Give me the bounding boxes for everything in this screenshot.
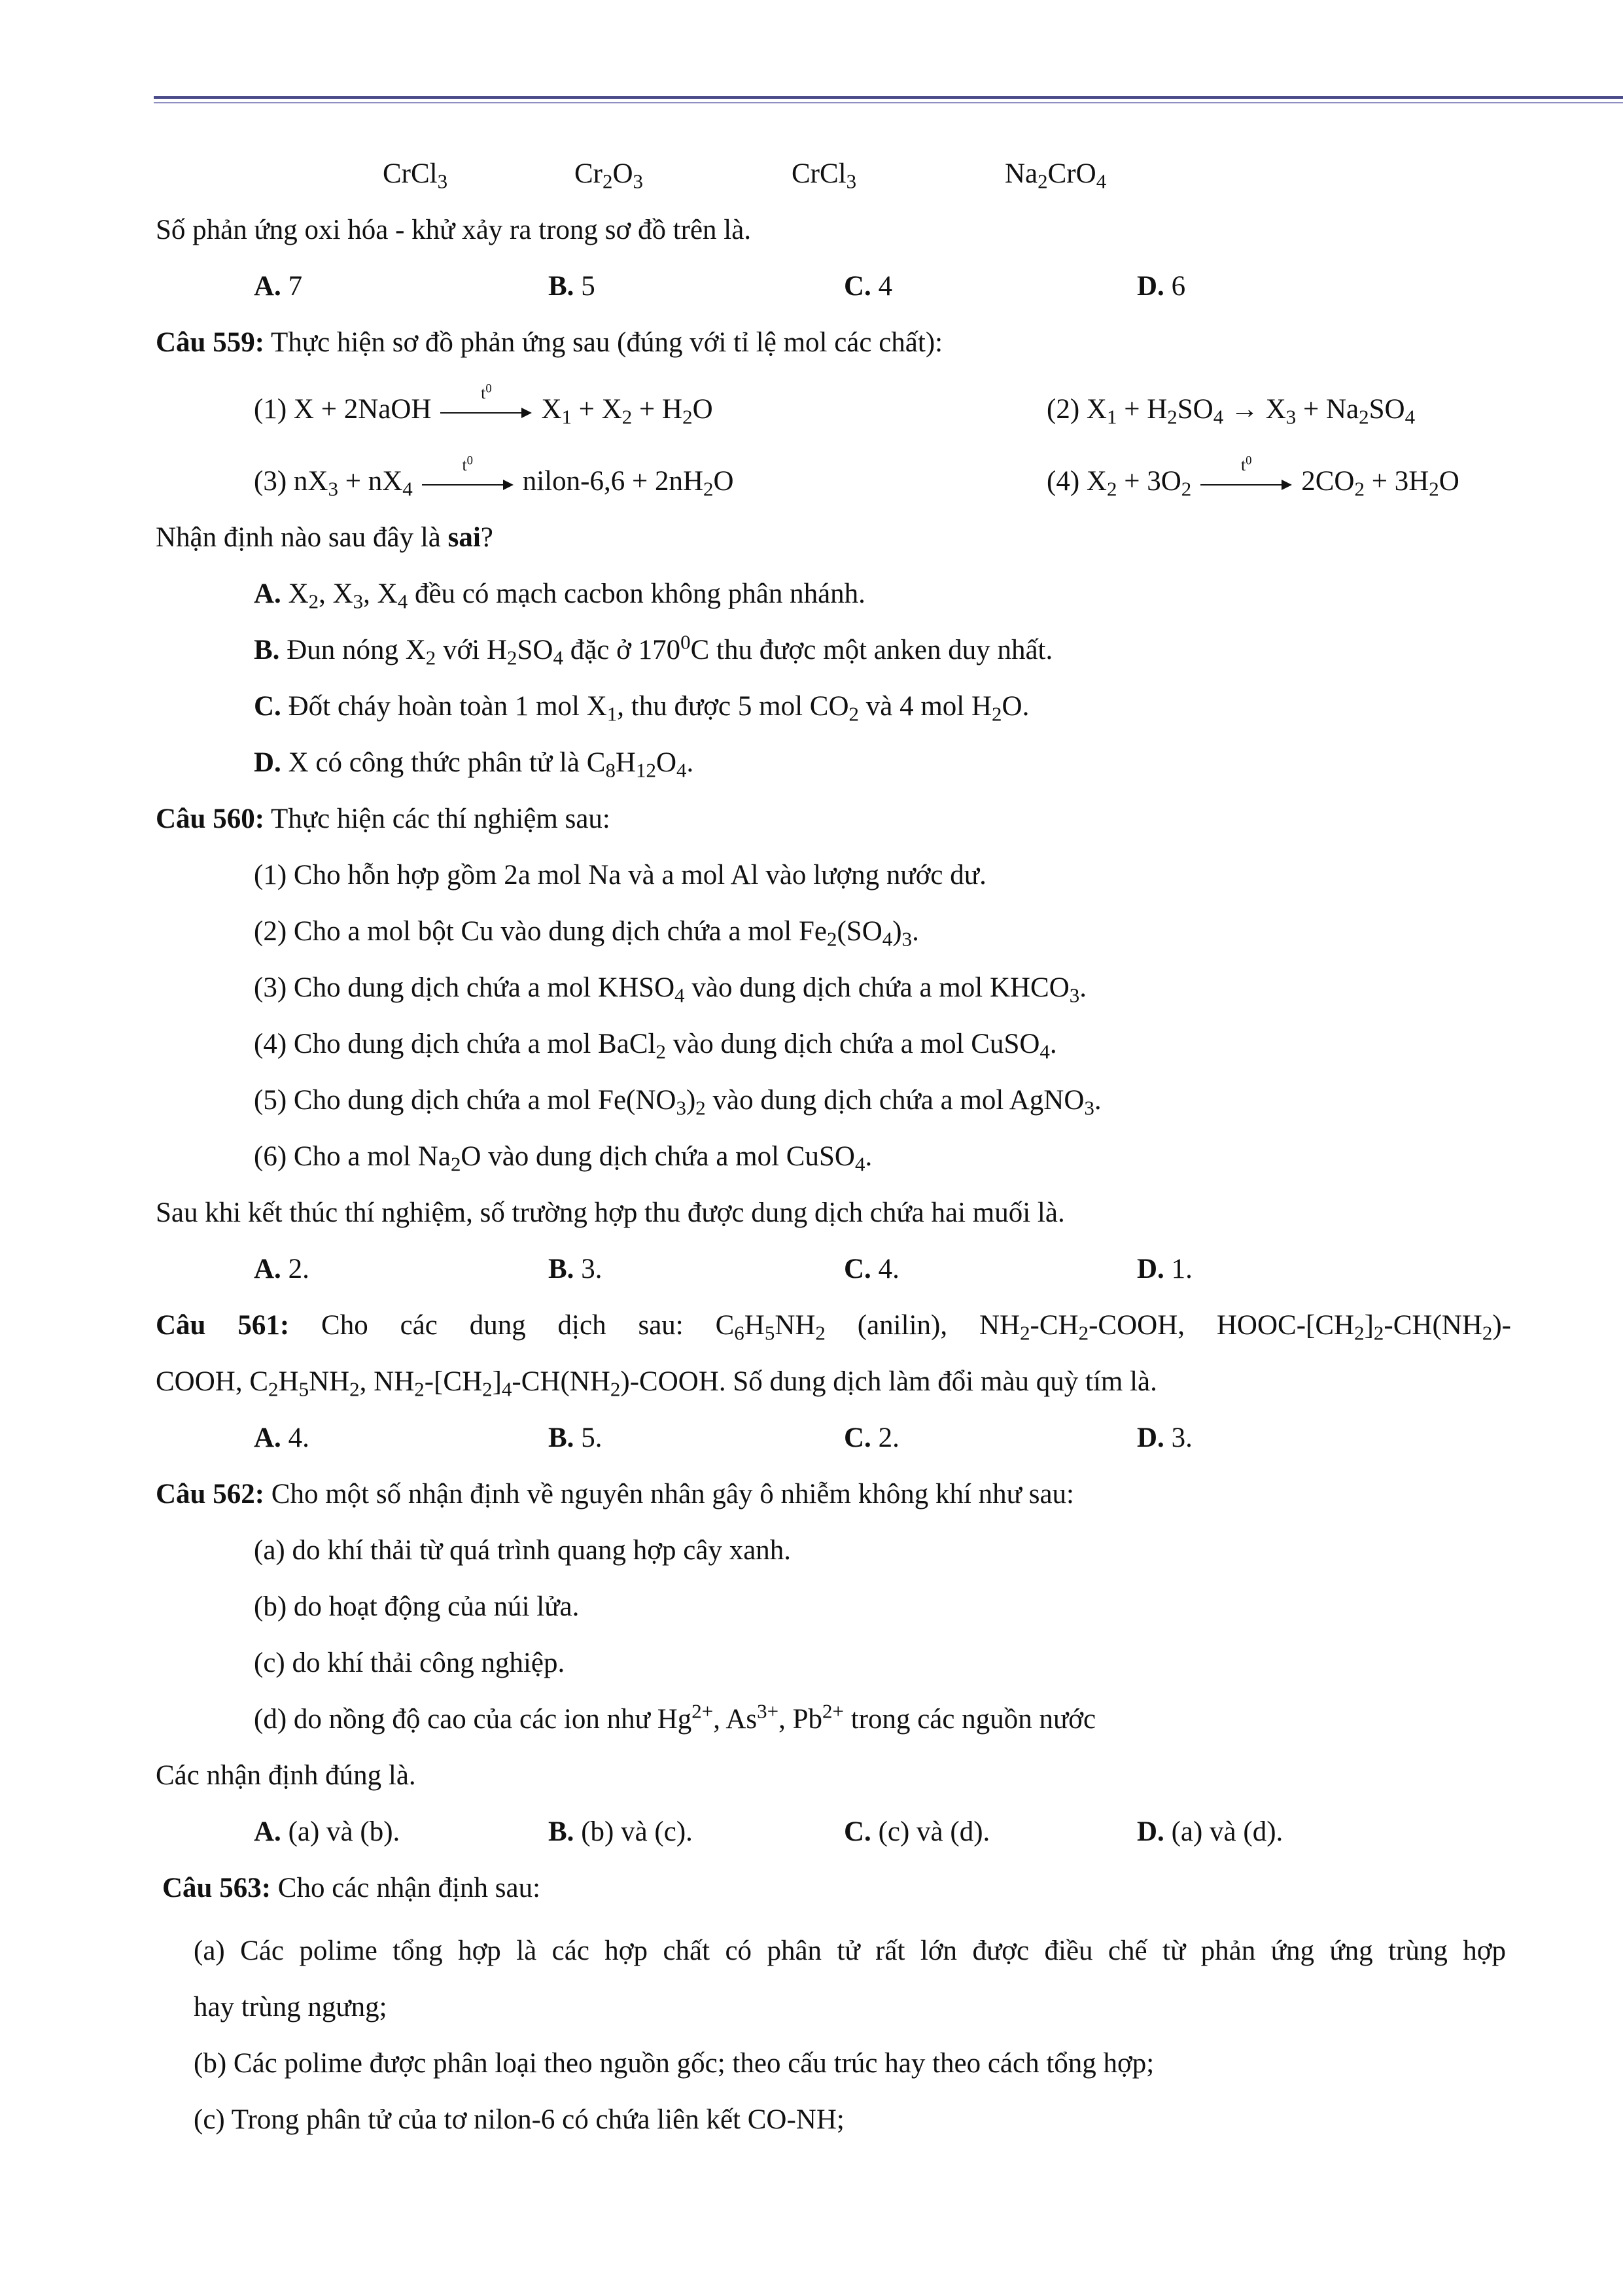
q559-option-d[interactable]: D. X có công thức phân tử là $C_8H_{12}O_4$. <box>254 747 694 782</box>
q561-option-b[interactable]: B. 5. <box>548 1422 602 1453</box>
q562-question: Các nhận định đúng là. <box>156 1760 416 1791</box>
q562-item-c: (c) do khí thải công nghiệp. <box>254 1648 565 1678</box>
q559-reaction-1: (1) X + 2NaOH $t^0$ $X_1 + X_2 + H_2O$ <box>254 381 713 429</box>
q561-option-d[interactable]: D. 3. <box>1137 1422 1193 1453</box>
q563-header: Câu 563: Cho các nhận định sau: <box>162 1873 541 1903</box>
q558-option-d[interactable]: D. 6 <box>1137 271 1186 302</box>
q562-item-a: (a) do khí thải từ quá trình quang hợp cây xanh. <box>254 1535 792 1566</box>
q560-option-b[interactable]: B. 3. <box>548 1254 602 1284</box>
q562-option-d[interactable]: D. (a) và (d). <box>1137 1816 1283 1847</box>
q558-option-c[interactable]: C. 4 <box>844 271 893 302</box>
compound-crcl3-a: CrCl$_3$ <box>383 158 448 193</box>
q559-reaction-2: (2) $X_1 + H_2SO_4 \to X_3 + Na_2SO_4$ <box>1047 394 1416 429</box>
q562-option-a[interactable]: A. (a) và (b). <box>254 1816 400 1847</box>
q560-item-6: (6) Cho a mol $Na_2O$ vào dung dịch chứa a mol CuSO$_4$. <box>254 1141 873 1176</box>
q561-option-a[interactable]: A. 4. <box>254 1422 309 1453</box>
q560-option-d[interactable]: D. 1. <box>1137 1254 1193 1284</box>
q558-option-b[interactable]: B. 5 <box>548 271 595 302</box>
q562-option-b[interactable]: B. (b) và (c). <box>548 1816 693 1847</box>
q559-option-c[interactable]: C. Đốt cháy hoàn toàn 1 mol $X_1$, thu được 5 mol $CO_2$ và 4 mol $H_2O$. <box>254 691 1030 726</box>
q560-option-a[interactable]: A. 2. <box>254 1254 309 1284</box>
q560-item-4: (4) Cho dung dịch chứa a mol BaCl$_2$ vào dung dịch chứa a mol CuSO$_4$. <box>254 1029 1057 1063</box>
q562-item-b: (b) do hoạt động của núi lửa. <box>254 1591 580 1622</box>
q560-question: Sau khi kết thúc thí nghiệm, số trường hợp thu được dung dịch chứa hai muối là. <box>156 1197 1065 1228</box>
q560-item-1: (1) Cho hỗn hợp gồm 2a mol Na và a mol Al vào lượng nước dư. <box>254 860 986 891</box>
q559-reaction-3: (3) $nX_3 + nX_4$ $t^0$ nilon-6,6 + $2nH_2O$ <box>254 453 734 501</box>
compound-cr2o3: $Cr_2O_3$ <box>574 158 644 193</box>
q562-header: Câu 562: Cho một số nhận định về nguyên nhân gây ô nhiễm không khí như sau: <box>156 1479 1074 1510</box>
q559-reaction-4: (4) $X_2 + 3O_2$ $t^0$ $2CO_2 + 3H_2O$ <box>1047 453 1459 501</box>
q560-header: Câu 560: Thực hiện các thí nghiệm sau: <box>156 804 610 834</box>
q563-item-a: (a) Các polime tổng hợp là các hợp chất có phân tử rất lớn được điều chế từ phản ứng ứng trùng hợp <box>194 1935 1506 1966</box>
q563-item-c: (c) Trong phân tử của tơ nilon-6 có chứa liên kết CO-NH; <box>194 2104 845 2135</box>
q559-option-b[interactable]: B. Đun nóng $X_2$ với $H_2SO_4$ đặc ở $170^0C$ thu được một anken duy nhất. <box>254 630 1053 669</box>
q562-item-d: (d) do nồng độ cao của các ion như $Hg^{2+}$, $As^{3+}$, $Pb^{2+}$ trong các nguồn nước <box>254 1699 1096 1735</box>
q563-item-a-cont: hay trùng ngưng; <box>194 1992 387 2022</box>
q560-item-5: (5) Cho dung dịch chứa a mol $Fe(NO_3)_2$ vào dung dịch chứa a mol AgNO$_3$. <box>254 1085 1102 1120</box>
q560-option-c[interactable]: C. 4. <box>844 1254 899 1284</box>
reaction-arrow: $t^0$ <box>1200 474 1292 493</box>
q558-option-a[interactable]: A. 7 <box>254 271 303 302</box>
q561-stem-line1: Câu 561: Cho các dung dịch sau: $C_6H_5NH_2$ (anilin), $NH_2-CH_2$-COOH, HOOC-$[CH_2]_2-CH(NH_2)-$ <box>156 1310 1511 1345</box>
q560-item-2: (2) Cho a mol bột Cu vào dung dịch chứa a mol $Fe_2(SO_4)_3$. <box>254 916 919 951</box>
q559-header: Câu 559: Thực hiện sơ đồ phản ứng sau (đúng với tỉ lệ mol các chất): <box>156 327 943 358</box>
compound-na2cro4: $Na_2CrO_4$ <box>1005 158 1107 193</box>
header-rule <box>154 96 1623 99</box>
reaction-arrow: $t^0$ <box>422 474 514 493</box>
q558-stem: Số phản ứng oxi hóa - khử xảy ra trong sơ đồ trên là. <box>156 215 752 245</box>
reaction-arrow: $t^0$ <box>440 402 532 421</box>
compound-crcl3-b: CrCl$_3$ <box>792 158 857 193</box>
q561-option-c[interactable]: C. 2. <box>844 1422 899 1453</box>
q559-question: Nhận định nào sau đây là sai? <box>156 522 493 553</box>
q562-option-c[interactable]: C. (c) và (d). <box>844 1816 990 1847</box>
q561-stem-line2: COOH, $C_2H_5NH_2$, $NH_2-[CH_2]_4-CH(NH_2)$-COOH. Số dung dịch làm đổi màu quỳ tím là. <box>156 1366 1157 1401</box>
header-rule-thin <box>154 102 1623 103</box>
q559-option-a[interactable]: A. $X_2$, $X_3$, $X_4$ đều có mạch cacbon không phân nhánh. <box>254 578 865 613</box>
q563-item-b: (b) Các polime được phân loại theo nguồn gốc; theo cấu trúc hay theo cách tổng hợp; <box>194 2048 1155 2079</box>
q560-item-3: (3) Cho dung dịch chứa a mol $KHSO_4$ vào dung dịch chứa a mol $KHCO_3$. <box>254 972 1087 1007</box>
